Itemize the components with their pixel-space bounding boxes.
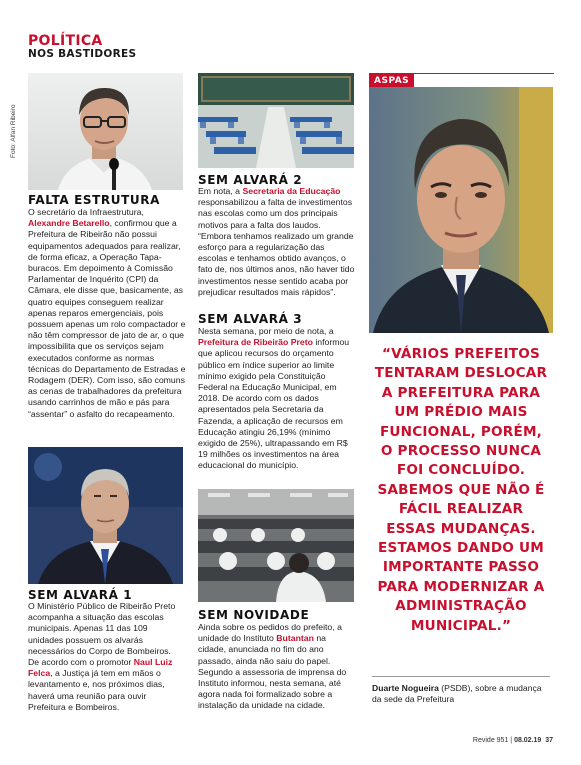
quote-author: Duarte Nogueira (372, 683, 439, 693)
betarello-photo (28, 73, 183, 190)
article-body: O Ministério Público de Ribeirão Preto acompanha a situação das escolas municipais. Apenas 11 das 109 unidades possuem os alvarás necessários do Corpo de Bombeiros. De acordo com o promotor Naul Luiz Felca, a Justiça já tem em mãos o levantamento e, nos próximos dias, haverá uma reunião para ouvir Prefeitura e Bombeiros. (28, 601, 176, 712)
promotor-photo (28, 447, 183, 584)
highlight-name: Butantan (276, 633, 314, 644)
article-title: FALTA ESTRUTURA (28, 193, 160, 207)
article-body: Nesta semana, por meio de nota, a Prefeitura de Ribeirão Preto informou que aplicou recursos do orçamento público em índice superior ao limite mínimo exigido pela Constituição Federal na Educação Municipal, em 2018. De acordo com os dados apresentados pela Secretaria da Fazenda, a aplicação de recursos em Educação atingiu 26,19% (mínimo exigido de 25%), ultrapassando em R$ 19 milhões os investimentos na área educacional do município. (198, 326, 350, 471)
classroom-photo (198, 73, 354, 168)
aspas-tag: ASPAS (369, 74, 414, 88)
section-title: POLÍTICA (28, 33, 103, 49)
page-footer: Revide 951 | 08.02.19 37 (472, 737, 553, 744)
mayor-photo (369, 87, 553, 333)
article-title: SEM ALVARÁ 3 (198, 312, 303, 326)
highlight-name: Alexandre Betarello (28, 218, 110, 229)
quote-attribution: Duarte Nogueira (PSDB), sobre a mudança da sede da Prefeitura (372, 683, 542, 704)
article-body: Ainda sobre os pedidos do prefeito, a unidade do Instituto Butantan na cidade, anunciada no fim do ano passado, ainda não saiu do papel. Segundo a assessoria de imprensa do Instituto informou, nesta semana, até agora nada foi formalizado sobre a instalação da unidade na cidade. (198, 622, 347, 711)
pull-quote: “VÁRIOS PREFEITOS TENTARAM DESLOCAR A PREFEITURA PARA UM PRÉDIO MAIS FUNCIONAL, PORÉM, O PROCESSO NUNCA FOI CONCLUÍDO. SABEMOS QUE NÃO É FÁCIL REALIZAR ESSAS MUDANÇAS. ESTAMOS DANDO UM IMPORTANTE PASSO PARA MODERNIZAR A ADMINISTRAÇÃO MUNICIPAL.” (374, 346, 548, 634)
section-subtitle: NOS BASTIDORES (28, 48, 137, 60)
article-body: Em nota, a Secretaria da Educação responsabilizou a falta de investimentos nas escolas como um dos principais motivos para a falta dos laudos. “Embora tenhamos realizado um grande esforço para a regularização das escolas e tenhamos obtido avanços, o fato de, nos últimos anos, não haver tido investimentos nesse sentido acaba por prejudicar resultados mais rápidos”. (198, 186, 355, 297)
highlight-name: Secretaria da Educação (242, 186, 341, 196)
article-title: SEM ALVARÁ 1 (28, 588, 133, 602)
quote-divider (372, 676, 550, 677)
highlight-name: Naul Luiz Felca (28, 657, 173, 679)
article-title: SEM ALVARÁ 2 (198, 173, 303, 187)
laboratory-photo (198, 489, 354, 602)
photo-credit: Foto: Alfan Ribeiro (10, 104, 17, 158)
highlight-name: Prefeitura de Ribeirão Preto (198, 337, 313, 348)
article-body: O secretário da Infraestrutura, Alexandre Betarello, confirmou que a Prefeitura de Ribeirão não possui equipamentos adequados para realizar, de forma eficaz, a Operação Tapa-buracos. Em depoimento à Comissão Parlamentar de Inquérito (CPI) da Câmara, ele disse que, basicamente, as quatro equipes conseguem realizar apenas reparos emergenciais, pois possuem apenas um rolo compactador e não têm compressor de jato de ar, o que impossibilita que os serviços sejam executados conforme as normas técnicas do Departamento de Estradas e Rodagem (DER). Com isso, são comuns as cenas de trabalhadores da prefeitura usando carrinhos de mão e pás para “assentar” o asfalto do recapeamento. (28, 207, 186, 419)
article-title: SEM NOVIDADE (198, 608, 310, 622)
